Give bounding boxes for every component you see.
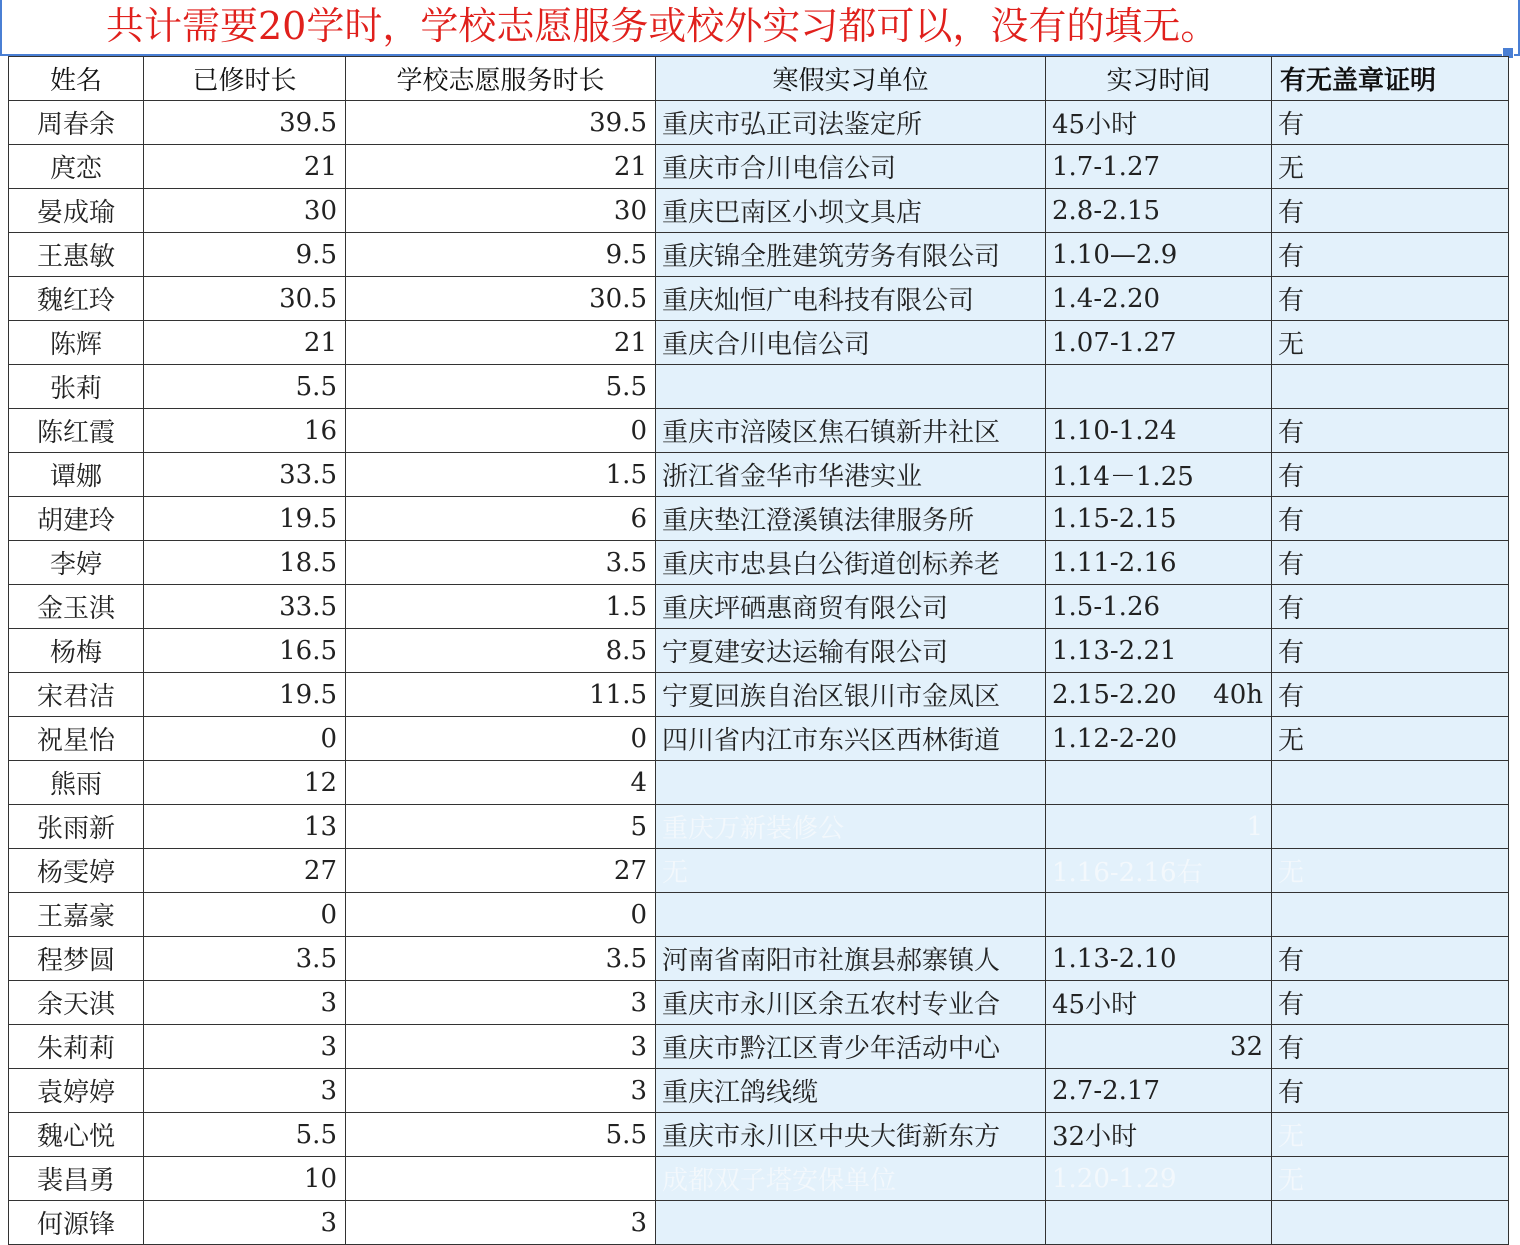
cell-internship-unit[interactable]: 重庆市弘正司法鉴定所 [656,101,1046,145]
cell-seal-proof[interactable]: 有 [1272,673,1509,717]
cell-seal-proof[interactable] [1272,1201,1509,1245]
cell-internship-time[interactable] [1046,937,1272,981]
header-name[interactable]: 姓名 [9,57,144,101]
cell-volunteer-hours[interactable]: 4 [346,761,656,805]
cell-seal-proof[interactable]: 有 [1272,453,1509,497]
cell-seal-proof[interactable]: 无 [1272,1113,1509,1157]
internship-time-text: 1.14－1.25 [1052,462,1194,492]
cell-internship-time[interactable] [1046,277,1272,321]
cell-seal-proof[interactable]: 有 [1272,1069,1509,1113]
cell-name[interactable]: 熊雨 [9,761,144,805]
cell-internship-unit[interactable]: 重庆市合川电信公司 [656,145,1046,189]
internship-time-text: 1.10-1.24 [1052,415,1177,446]
header-completed-hours[interactable]: 已修时长 [144,57,346,101]
student-hours-table [8,56,1509,1245]
table-row [9,849,1509,893]
cell-completed-hours[interactable]: 18.5 [144,541,346,585]
table-row [9,497,1509,541]
cell-completed-hours[interactable]: 21 [144,145,346,189]
cell-internship-unit[interactable] [656,365,1046,409]
table-row [9,585,1509,629]
notice-cell[interactable] [0,0,1520,56]
cell-seal-proof[interactable]: 无 [1272,321,1509,365]
cell-seal-proof[interactable]: 有 [1272,277,1509,321]
internship-time-extra: 32 [1229,1031,1263,1062]
cell-internship-time[interactable] [1046,673,1272,717]
cell-completed-hours[interactable]: 3 [144,1025,346,1069]
table-row [9,365,1509,409]
table-row [9,1069,1509,1113]
cell-seal-proof[interactable]: 有 [1272,541,1509,585]
cell-name[interactable]: 王嘉豪 [9,893,144,937]
cell-name[interactable]: 裴昌勇 [9,1157,144,1201]
cell-name[interactable]: 余天淇 [9,981,144,1025]
cell-volunteer-hours[interactable]: 39.5 [346,101,656,145]
table-row [9,189,1509,233]
table-row [9,1113,1509,1157]
table-row [9,277,1509,321]
cell-internship-unit[interactable]: 重庆巴南区小坝文具店 [656,189,1046,233]
cell-completed-hours[interactable]: 3 [144,1069,346,1113]
cell-volunteer-hours[interactable]: 5 [346,805,656,849]
cell-volunteer-hours[interactable]: 1.5 [346,585,656,629]
table-row [9,893,1509,937]
internship-time-text: 1.4-2.20 [1052,283,1161,314]
table-row [9,453,1509,497]
cell-volunteer-hours[interactable]: 11.5 [346,673,656,717]
cell-seal-proof[interactable]: 有 [1272,497,1509,541]
cell-internship-unit[interactable]: 浙江省金华市华港实业 [656,453,1046,497]
table-row [9,1157,1509,1201]
cell-completed-hours[interactable]: 12 [144,761,346,805]
cell-completed-hours[interactable]: 13 [144,805,346,849]
cell-internship-unit[interactable]: 重庆垫江澄溪镇法律服务所 [656,497,1046,541]
header-internship-unit[interactable]: 寒假实习单位 [656,57,1046,101]
cell-name[interactable]: 王惠敏 [9,233,144,277]
cell-completed-hours[interactable]: 27 [144,849,346,893]
cell-internship-time[interactable] [1046,409,1272,453]
cell-seal-proof[interactable]: 无 [1272,145,1509,189]
cell-internship-unit[interactable]: 重庆江鸽线缆 [656,1069,1046,1113]
internship-time-text: 1.7-1.27 [1052,151,1161,182]
cell-completed-hours[interactable]: 9.5 [144,233,346,277]
cell-name[interactable]: 周春余 [9,101,144,145]
cell-internship-unit[interactable]: 四川省内江市东兴区西林街道 [656,717,1046,761]
table-row [9,805,1509,849]
table-row [9,409,1509,453]
cell-volunteer-hours[interactable]: 1.5 [346,453,656,497]
cell-name[interactable]: 张莉 [9,365,144,409]
table-row [9,145,1509,189]
cell-completed-hours[interactable]: 10 [144,1157,346,1201]
internship-time-text: 1.13-2.21 [1052,635,1177,666]
cell-volunteer-hours[interactable]: 21 [346,321,656,365]
cell-internship-time[interactable] [1046,1201,1272,1245]
cell-volunteer-hours[interactable] [346,1157,656,1201]
cell-internship-time[interactable] [1046,321,1272,365]
cell-completed-hours[interactable]: 3 [144,1201,346,1245]
cell-seal-proof[interactable]: 有 [1272,233,1509,277]
cell-volunteer-hours[interactable]: 30 [346,189,656,233]
cell-internship-unit[interactable]: 重庆合川电信公司 [656,321,1046,365]
cell-seal-proof[interactable]: 有 [1272,409,1509,453]
internship-time-text: 45小时 [1052,110,1138,140]
internship-time-text: 1.5-1.26 [1052,591,1161,622]
cell-completed-hours[interactable]: 33.5 [144,585,346,629]
cell-internship-time[interactable] [1046,365,1272,409]
notice-text: 共计需要20学时，学校志愿服务或校外实习都可以，没有的填无。 [106,4,1219,48]
internship-time-text: 1.07-1.27 [1052,327,1177,358]
cell-seal-proof[interactable]: 无 [1272,849,1509,893]
cell-internship-time[interactable] [1046,145,1272,189]
cell-internship-unit[interactable]: 重庆坪硒惠商贸有限公司 [656,585,1046,629]
cell-volunteer-hours[interactable]: 5.5 [346,1113,656,1157]
cell-internship-unit[interactable]: 宁夏回族自治区银川市金凤区 [656,673,1046,717]
cell-internship-unit[interactable]: 无 [656,849,1046,893]
cell-completed-hours[interactable]: 19.5 [144,497,346,541]
cell-completed-hours[interactable]: 33.5 [144,453,346,497]
cell-name[interactable]: 陈辉 [9,321,144,365]
cell-name[interactable]: 金玉淇 [9,585,144,629]
internship-time-text: 45小时 [1052,990,1138,1020]
cell-name[interactable]: 朱莉莉 [9,1025,144,1069]
cell-volunteer-hours[interactable]: 3 [346,981,656,1025]
internship-time-text: 32小时 [1052,1122,1138,1152]
cell-internship-unit[interactable]: 重庆市黔江区青少年活动中心 [656,1025,1046,1069]
cell-internship-time[interactable] [1046,629,1272,673]
cell-internship-time[interactable] [1046,761,1272,805]
cell-completed-hours[interactable]: 0 [144,893,346,937]
internship-time-text: 1.20-1.29 [1052,1163,1177,1194]
internship-time-text: 1.16-2.16右 [1052,858,1203,888]
cell-name[interactable]: 袁婷婷 [9,1069,144,1113]
cell-volunteer-hours[interactable]: 21 [346,145,656,189]
cell-volunteer-hours[interactable]: 9.5 [346,233,656,277]
header-row [9,57,1509,101]
cell-name[interactable]: 魏红玲 [9,277,144,321]
header-seal-proof[interactable]: 有无盖章证明 [1272,57,1509,101]
cell-volunteer-hours[interactable]: 0 [346,893,656,937]
cell-completed-hours[interactable]: 16 [144,409,346,453]
cell-name[interactable]: 李婷 [9,541,144,585]
cell-name[interactable]: 杨雯婷 [9,849,144,893]
cell-internship-time[interactable] [1046,189,1272,233]
cell-seal-proof[interactable] [1272,893,1509,937]
cell-internship-time[interactable] [1046,101,1272,145]
cell-internship-time[interactable] [1046,453,1272,497]
cell-internship-unit[interactable] [656,1201,1046,1245]
cell-completed-hours[interactable]: 30.5 [144,277,346,321]
table-row [9,673,1509,717]
cell-completed-hours[interactable]: 16.5 [144,629,346,673]
internship-time-text: 1.12-2-20 [1052,723,1178,754]
cell-seal-proof[interactable]: 有 [1272,1025,1509,1069]
internship-time-text: 1.10—2.9 [1052,239,1178,270]
cell-volunteer-hours[interactable]: 0 [346,717,656,761]
cell-internship-unit[interactable]: 河南省南阳市社旗县郝寨镇人 [656,937,1046,981]
cell-internship-time[interactable] [1046,1069,1272,1113]
table-row [9,541,1509,585]
cell-name[interactable]: 祝星怡 [9,717,144,761]
cell-volunteer-hours[interactable]: 3.5 [346,937,656,981]
internship-time-text: 2.7-2.17 [1052,1075,1161,1106]
cell-internship-time[interactable] [1046,585,1272,629]
cell-completed-hours[interactable]: 21 [144,321,346,365]
cell-name[interactable]: 杨梅 [9,629,144,673]
cell-internship-time[interactable] [1046,1113,1272,1157]
cell-name[interactable]: 胡建玲 [9,497,144,541]
cell-internship-time[interactable] [1046,233,1272,277]
cell-name[interactable]: 张雨新 [9,805,144,849]
cell-completed-hours[interactable]: 3.5 [144,937,346,981]
cell-internship-time[interactable] [1046,1157,1272,1201]
cell-internship-unit[interactable]: 重庆市永川区余五农村专业合 [656,981,1046,1025]
internship-time-text: 1.13-2.10 [1052,943,1177,974]
table-row [9,1025,1509,1069]
internship-time-text: 1.11-2.16 [1052,547,1177,578]
cell-completed-hours[interactable]: 0 [144,717,346,761]
cell-completed-hours[interactable]: 3 [144,981,346,1025]
cell-internship-time[interactable] [1046,541,1272,585]
cell-completed-hours[interactable]: 5.5 [144,1113,346,1157]
cell-name[interactable]: 庹恋 [9,145,144,189]
cell-volunteer-hours[interactable]: 27 [346,849,656,893]
cell-seal-proof[interactable] [1272,365,1509,409]
cell-completed-hours[interactable]: 39.5 [144,101,346,145]
cell-internship-time[interactable] [1046,1025,1272,1069]
table-row [9,1201,1509,1245]
cell-internship-time[interactable] [1046,805,1272,849]
header-internship-time[interactable]: 实习时间 [1046,57,1272,101]
cell-seal-proof[interactable]: 有 [1272,981,1509,1025]
header-volunteer-hours[interactable]: 学校志愿服务时长 [346,57,656,101]
cell-volunteer-hours[interactable]: 6 [346,497,656,541]
internship-time-text: 2.8-2.15 [1052,195,1161,226]
cell-name[interactable]: 晏成瑜 [9,189,144,233]
cell-seal-proof[interactable]: 有 [1272,585,1509,629]
cell-internship-unit[interactable]: 重庆市涪陵区焦石镇新井社区 [656,409,1046,453]
cell-internship-unit[interactable]: 重庆灿恒广电科技有限公司 [656,277,1046,321]
cell-seal-proof[interactable]: 有 [1272,937,1509,981]
cell-seal-proof[interactable]: 有 [1272,629,1509,673]
internship-time-extra: 1 [1246,811,1263,842]
cell-internship-time[interactable] [1046,893,1272,937]
cell-internship-time[interactable] [1046,849,1272,893]
cell-internship-unit[interactable]: 宁夏建安达运输有限公司 [656,629,1046,673]
cell-volunteer-hours[interactable]: 30.5 [346,277,656,321]
cell-internship-time[interactable] [1046,981,1272,1025]
cell-seal-proof[interactable]: 有 [1272,101,1509,145]
cell-volunteer-hours[interactable]: 8.5 [346,629,656,673]
cell-name[interactable]: 何源锋 [9,1201,144,1245]
cell-seal-proof[interactable]: 无 [1272,1157,1509,1201]
cell-volunteer-hours[interactable]: 3 [346,1069,656,1113]
cell-completed-hours[interactable]: 30 [144,189,346,233]
table-row [9,233,1509,277]
table-row [9,717,1509,761]
cell-internship-time[interactable] [1046,717,1272,761]
cell-internship-unit[interactable] [656,893,1046,937]
cell-internship-unit[interactable]: 成都双子塔安保单位 [656,1157,1046,1201]
table-row [9,981,1509,1025]
cell-internship-unit[interactable]: 重庆万新装修公 [656,805,1046,849]
cell-name[interactable]: 宋君洁 [9,673,144,717]
internship-time-extra: 40h [1213,679,1263,710]
internship-time-text: 1.15-2.15 [1052,503,1177,534]
cell-internship-unit[interactable]: 重庆锦全胜建筑劳务有限公司 [656,233,1046,277]
cell-seal-proof[interactable] [1272,805,1509,849]
cell-name[interactable]: 魏心悦 [9,1113,144,1157]
spreadsheet-grid [8,56,1508,1245]
internship-time-text: 2.15-2.20 [1052,679,1177,710]
cell-internship-unit[interactable]: 重庆市永川区中央大街新东方 [656,1113,1046,1157]
cell-seal-proof[interactable]: 有 [1272,189,1509,233]
table-row [9,937,1509,981]
cell-internship-unit[interactable] [656,761,1046,805]
cell-volunteer-hours[interactable]: 3 [346,1025,656,1069]
cell-volunteer-hours[interactable]: 0 [346,409,656,453]
table-row [9,321,1509,365]
cell-completed-hours[interactable]: 5.5 [144,365,346,409]
cell-seal-proof[interactable]: 无 [1272,717,1509,761]
cell-name[interactable]: 程梦圆 [9,937,144,981]
table-row [9,629,1509,673]
table-row [9,101,1509,145]
cell-internship-unit[interactable]: 重庆市忠县白公街道创标养老 [656,541,1046,585]
table-row [9,761,1509,805]
cell-completed-hours[interactable]: 19.5 [144,673,346,717]
cell-volunteer-hours[interactable]: 3.5 [346,541,656,585]
cell-name[interactable]: 陈红霞 [9,409,144,453]
cell-volunteer-hours[interactable]: 3 [346,1201,656,1245]
cell-volunteer-hours[interactable]: 5.5 [346,365,656,409]
cell-internship-time[interactable] [1046,497,1272,541]
cell-name[interactable]: 谭娜 [9,453,144,497]
cell-seal-proof[interactable] [1272,761,1509,805]
